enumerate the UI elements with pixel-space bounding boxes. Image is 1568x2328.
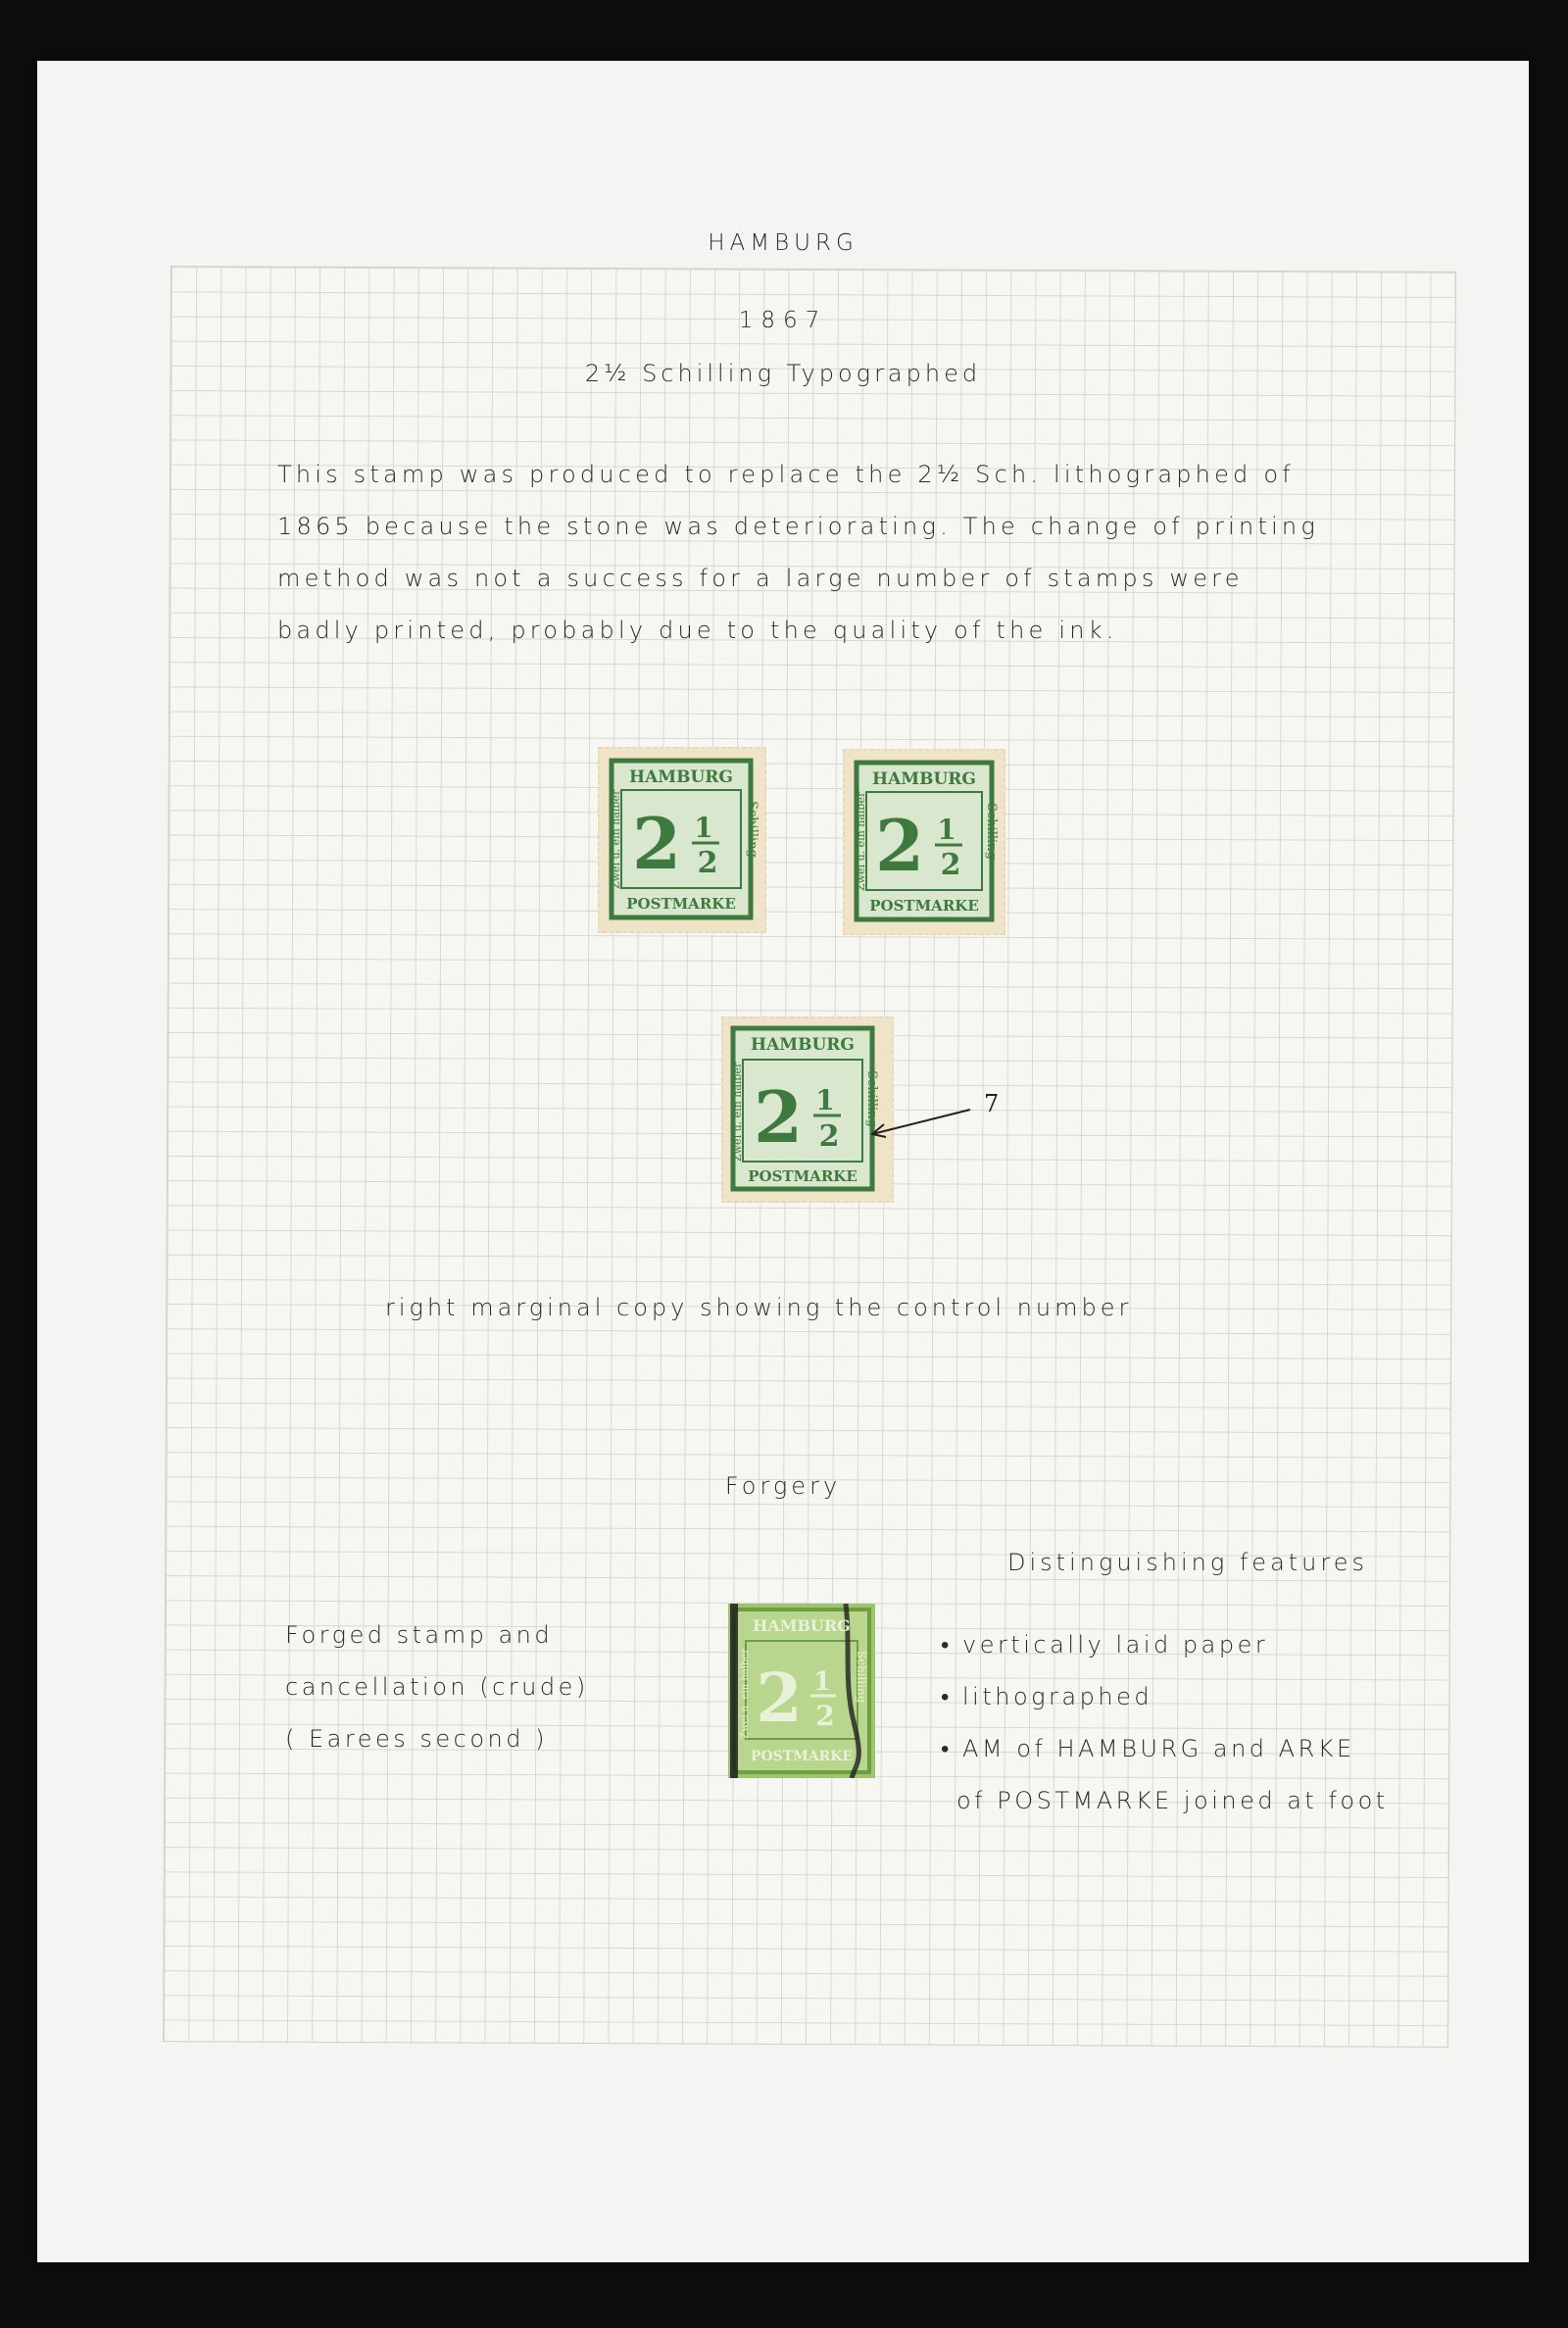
stamp-top-label: HAMBURG	[629, 768, 733, 787]
stamp-bottom-label: POSTMARKE	[748, 1167, 858, 1185]
feature-text: lithographed	[962, 1683, 1153, 1710]
forgery-heading: Forgery	[724, 1472, 842, 1500]
stamp-genuine-2	[843, 749, 1005, 935]
stamp-left-label: Zwei u. ein halber	[610, 789, 622, 889]
stamp-value-num: 1	[815, 1084, 835, 1116]
stamp-right-label: Schilling	[855, 1651, 868, 1704]
stamp-value-den: 2	[818, 1119, 840, 1154]
description-line-2: 1865 because the stone was deteriorating. The change of printing	[277, 513, 1319, 540]
stamp-value-main: 2	[874, 804, 925, 887]
bullet-icon: •	[941, 1631, 953, 1659]
stamp-value-num: 1	[937, 814, 956, 846]
stamp-value-main: 2	[753, 1075, 804, 1159]
page-subtitle: 2½ Schilling Typographed	[584, 360, 982, 387]
bullet-icon: •	[941, 1735, 953, 1762]
stamp-top-label: HAMBURG	[751, 1035, 855, 1055]
feature-item-2	[941, 1683, 1152, 1711]
feature-text: vertically laid paper	[962, 1631, 1269, 1659]
stamp-right-label: Schilling	[745, 801, 760, 858]
description-line-3: method was not a success for a large number of stamps were	[277, 565, 1244, 592]
arrow-icon	[862, 1105, 980, 1144]
stamp-bottom-label: POSTMARKE	[750, 1749, 854, 1764]
stamp-left-label: Zwei u. ein halber	[855, 791, 867, 891]
bullet-icon: •	[941, 1683, 953, 1710]
stamp-value-den: 2	[815, 1700, 835, 1732]
forgery-note-line-3: ( Earees second )	[285, 1725, 548, 1753]
stamp-value-num: 1	[694, 812, 713, 844]
stamp-value-num: 1	[812, 1667, 832, 1697]
stamp-right-label: Schilling	[864, 1070, 879, 1127]
feature-item-1	[941, 1631, 1268, 1659]
forgery-note-line-2: cancellation (crude)	[285, 1673, 589, 1701]
stamp-forgery	[728, 1604, 875, 1778]
page-year: 1867	[738, 308, 828, 333]
feature-item-3-continued: of POSTMARKE joined at foot	[956, 1787, 1389, 1814]
marginal-copy-caption: right marginal copy showing the control number	[385, 1294, 1133, 1321]
page-country-heading: HAMBURG	[708, 230, 858, 256]
features-heading: Distinguishing features	[1007, 1549, 1368, 1576]
stamp-value-main: 2	[631, 802, 682, 885]
stamp-top-label: HAMBURG	[753, 1616, 851, 1635]
stamp-right-label: Schilling	[984, 803, 999, 860]
stamp-value-den: 2	[697, 846, 718, 880]
stamp-value-den: 2	[940, 848, 961, 882]
stamp-bottom-label: POSTMARKE	[869, 897, 979, 915]
stamp-bottom-label: POSTMARKE	[626, 895, 736, 913]
stamp-value-main: 2	[756, 1659, 803, 1738]
control-number-label: 7	[984, 1090, 1000, 1117]
stamp-genuine-1	[598, 747, 766, 933]
description-line-1: This stamp was produced to replace the 2½ Sch. lithographed of	[277, 461, 1295, 488]
stamp-top-label: HAMBURG	[872, 769, 976, 789]
stamp-left-label: Zwei u. ein halber	[740, 1648, 751, 1739]
description-line-4: badly printed, probably due to the quality of the ink.	[277, 617, 1118, 644]
album-page	[37, 61, 1529, 2262]
stamp-left-label: Zwei u. ein halber	[731, 1062, 744, 1162]
forgery-note-line-1: Forged stamp and	[285, 1621, 554, 1649]
feature-text: AM of HAMBURG and ARKE	[962, 1735, 1355, 1762]
feature-item-3	[941, 1735, 1355, 1763]
